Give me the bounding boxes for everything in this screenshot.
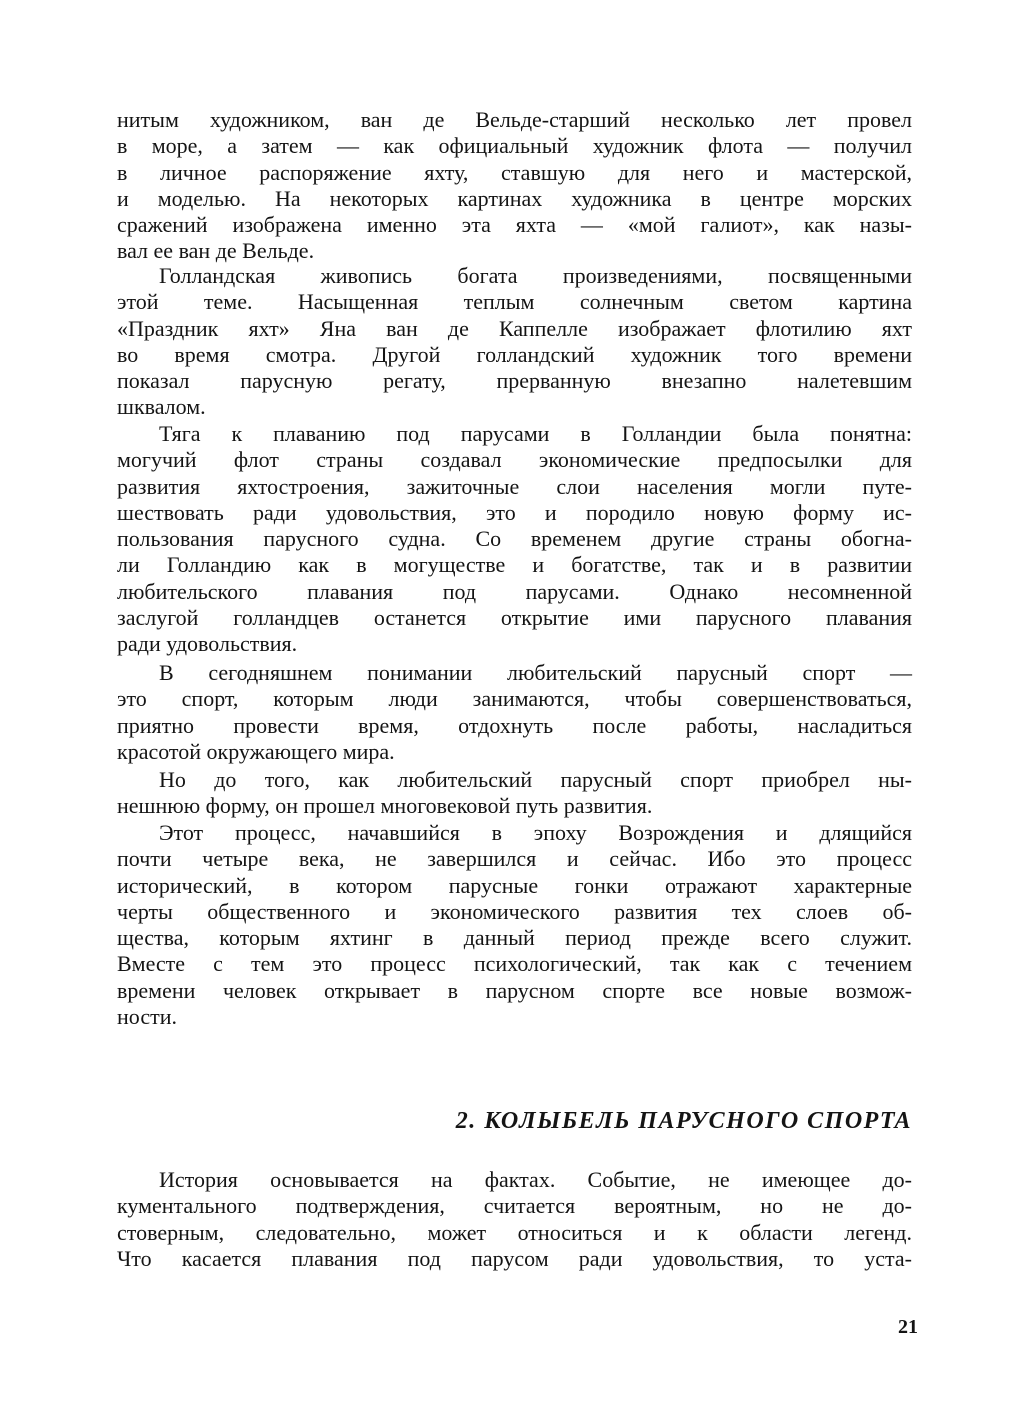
paragraph [117, 820, 912, 1030]
text-line: и моделью. На некоторых картинах художника в центре морских [117, 185, 912, 211]
text-line: стоверным, следовательно, может относиться и к области легенд. [117, 1219, 912, 1245]
paragraph [117, 660, 912, 765]
paragraph [117, 767, 912, 820]
text-line: Что касается плавания под парусом ради удовольствия, то уста- [117, 1245, 912, 1271]
text-line: черты общественного и экономического развития тех слоев об- [117, 898, 912, 924]
text-line: показал парусную регату, прерванную внезапно налетевшим [117, 368, 912, 394]
text-line: исторический, в котором парусные гонки отражают характерные [117, 872, 912, 898]
text-line: любительского плавания под парусами. Однако несомненной [117, 578, 912, 604]
text-line: шквалом. [117, 394, 206, 420]
text-line: времени человек открывает в парусном спорте все новые возмож- [117, 977, 912, 1003]
text-line: щества, которым яхтинг в данный период прежде всего служит. [117, 925, 912, 951]
paragraph [117, 1167, 912, 1272]
text-line: шествовать ради удовольствия, это и породило новую форму ис- [117, 499, 912, 525]
paragraph [117, 263, 912, 421]
text-line: ради удовольствия. [117, 631, 298, 657]
text-line: Вместе с тем это процесс психологический, так как с течением [117, 951, 912, 977]
text-line: пользования парусного судна. Со временем другие страны обогна- [117, 526, 912, 552]
text-line: ли Голландию как в могуществе и богатстве, так и в развитии [117, 552, 912, 578]
text-line: Но до того, как любительский парусный спорт приобрел ны- [159, 767, 912, 792]
text-line: вал ее ван де Вельде. [117, 238, 315, 264]
text-line: ности. [117, 1004, 177, 1030]
paragraph [117, 107, 912, 265]
paragraph [117, 421, 912, 658]
text-line: красотой окружающего мира. [117, 738, 395, 764]
text-line: История основывается на фактах. Событие, не имеющее до- [159, 1167, 912, 1192]
section-heading: 2. КОЛЫБЕЛЬ ПАРУСНОГО СПОРТА [455, 1108, 912, 1134]
text-line: приятно провести время, отдохнуть после работы, насладиться [117, 712, 912, 738]
text-line: сражений изображена именно эта яхта — «мой галиот», как назы- [117, 212, 912, 238]
text-line: нешнюю форму, он прошел многовековой путь развития. [117, 793, 653, 819]
text-line: «Праздник яхт» Яна ван де Каппелле изображает флотилию яхт [117, 315, 912, 341]
text-line: могучий флот страны создавал экономические предпосылки для [117, 447, 912, 473]
text-line: во время смотра. Другой голландский художник того времени [117, 341, 912, 367]
text-line: Тяга к плаванию под парусами в Голландии была понятна: [159, 421, 912, 446]
page-number: 21 [898, 1316, 918, 1338]
text-line: этой теме. Насыщенная теплым солнечным светом картина [117, 289, 912, 315]
text-line: в личное распоряжение яхту, ставшую для него и мастерской, [117, 159, 912, 185]
text-line: Этот процесс, начавшийся в эпоху Возрождения и длящийся [159, 820, 912, 845]
text-line: Голландская живопись богата произведениями, посвященными [159, 263, 912, 288]
text-line: нитым художником, ван де Вельде-старший несколько лет провел [117, 107, 912, 132]
text-line: развития яхтостроения, зажиточные слои населения могли путе- [117, 473, 912, 499]
text-line: в море, а затем — как официальный художник флота — получил [117, 133, 912, 159]
text-line: заслугой голландцев останется открытие ими парусного плавания [117, 605, 912, 631]
text-line: это спорт, которым люди занимаются, чтобы совершенствоваться, [117, 686, 912, 712]
text-line: почти четыре века, не завершился и сейчас. Ибо это процесс [117, 846, 912, 872]
text-line: В сегодняшнем понимании любительский парусный спорт — [159, 660, 912, 685]
text-line: кументального подтверждения, считается вероятным, но не до- [117, 1193, 912, 1219]
